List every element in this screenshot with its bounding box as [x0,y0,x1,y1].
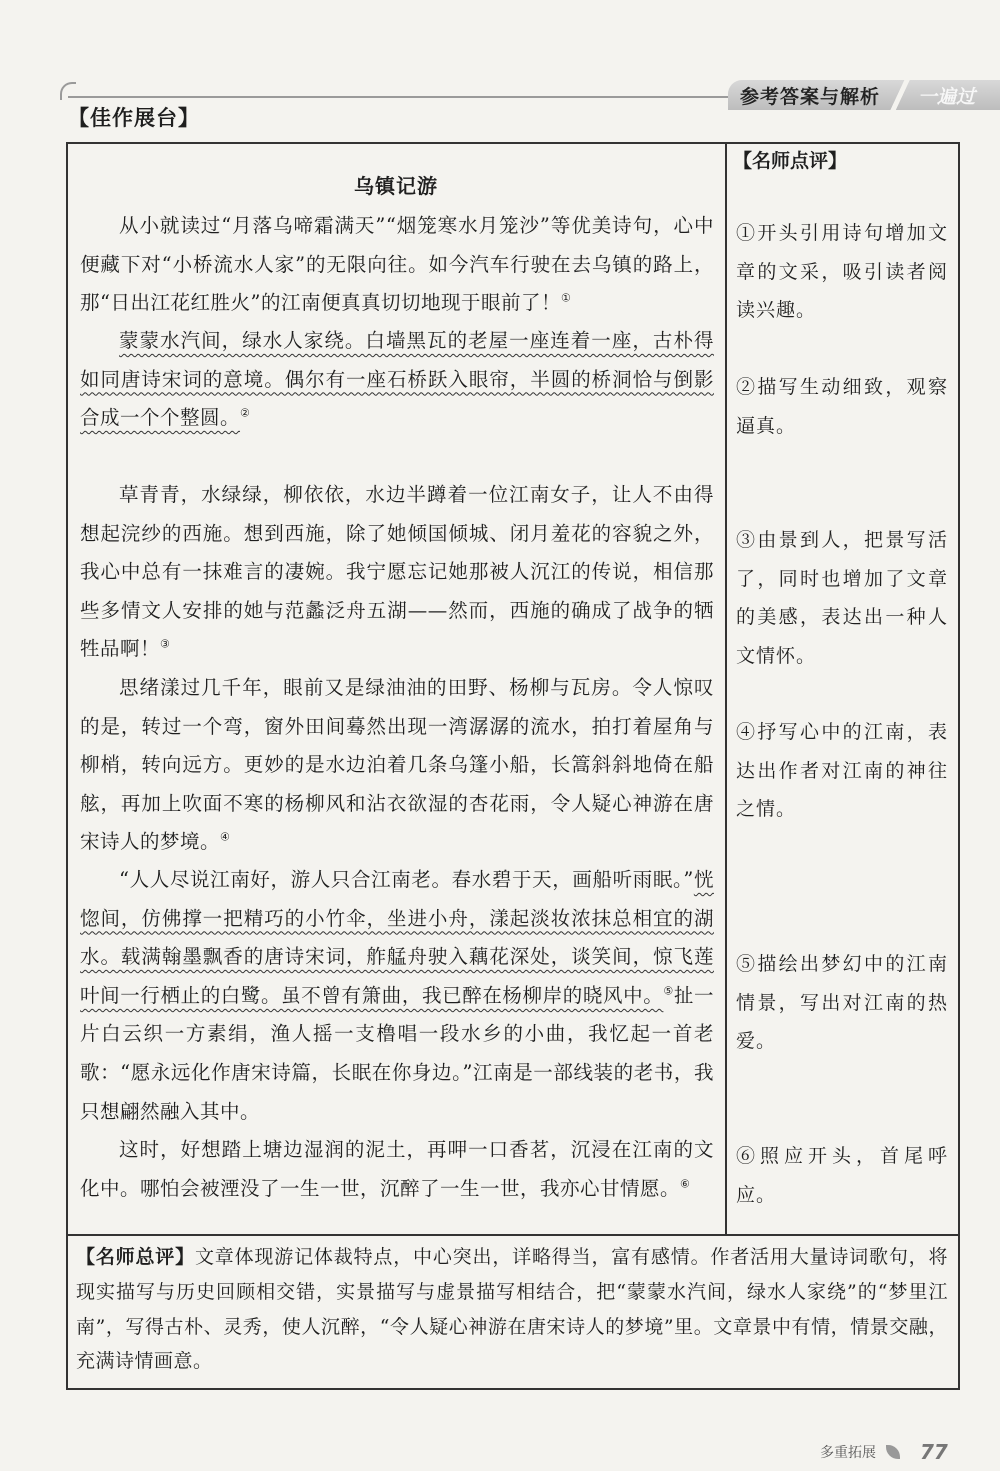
essay-paragraph-1 [80,207,714,323]
annotation-mark: ② [240,406,251,420]
wavy-underlined-text: 蒙蒙水汽间，绿水人家绕。白墙黑瓦的老屋一座连着一座，古朴得如同唐诗宋词的意境。偶尔有一座石桥跃入眼帘，半圆的桥洞恰与倒影合成一个个整圆。 [80,329,714,430]
paragraph-text: 扯一片白云织一方素绢，渔人摇一支橹唱一段水乡的小曲，我忆起一首老歌：“愿永远化作唐宋诗篇，长眠在你身边。”江南是一部线装的老书，我只想翩然融入其中。 [80,983,714,1123]
paragraph-text: 这时，好想踏上塘边湿润的泥土，再呷一口香茗，沉浸在江南的文化中。哪怕会被湮没了一生一世，沉醉了一生一世，我亦心甘情愿。 [80,1138,714,1200]
wavy-underlined-text: 恍惚间，仿佛撑一把精巧的小竹伞，坐进小舟，漾起淡妆浓抹总相宜的湖水。载满翰墨飘香的唐诗宋词，舴艋舟驶入藕花深处，谈笑间，惊飞莲叶间一行栖止的白鹭。虽不曾有箫曲，我已醉在杨柳岸的晓风中。 [80,868,714,1007]
footer [820,1440,948,1464]
header-rule [68,96,738,98]
header-title: 参考答案与解析 [740,85,881,108]
essay-paragraph-4 [80,669,714,862]
comment-2: ②描写生动细致，观察逼真。 [736,376,948,437]
essay-paragraph-5 [80,861,714,1131]
essay-paragraph-6 [80,1131,714,1208]
comment-5: ⑤描绘出梦幻中的江南情景，写出对江南的热爱。 [736,953,948,1052]
column-divider [725,142,727,1235]
summary-divider [66,1234,960,1236]
comment-6: ⑥照应开头，首尾呼应。 [736,1145,948,1206]
paragraph-text: 从小就读过“月落乌啼霜满天”“烟笼寒水月笼沙”等优美诗句，心中便藏下对“小桥流水人家”的无限向往。如今汽车行驶在去乌镇的路上，那“日出江花红胜火”的江南便真真切切地现于眼前了！ [80,214,714,315]
paragraph-text: 草青青，水绿绿，柳依依，水边半蹲着一位江南女子，让人不由得想起浣纱的西施。想到西施，除了她倾国倾城、闭月羞花的容貌之外，我心中总有一抹难言的凄婉。我宁愿忘记她那被人沉江的传说，相信那些多情文人安排的她与范蠡泛舟五湖——然而，西施的确成了战争的牺牲品啊！ [80,483,714,661]
comment-1: ①开头引用诗句增加文章的文采，吸引读者阅读兴趣。 [736,222,948,321]
summary-text: 文章体现游记体裁特点，中心突出，详略得当，富有感情。作者活用大量诗词歌句，将现实描写与历史回顾相交错，实景描写与虚景描写相结合，把“蒙蒙水汽间，绿水人家绕”的“梦里江南”，写得古朴、灵秀，使人沉醉，“令人疑心神游在唐宋诗人的梦境”里。文章景中有情，情景交融，充满诗情画意。 [76,1246,948,1373]
comments-label: 【名师点评】 [733,150,848,172]
paragraph-text: “人人尽说江南好，游人只合江南老。春水碧于天，画船听雨眠。” [119,868,694,891]
footer-text: 多重拓展 [820,1445,876,1461]
essay-paragraph-3 [80,476,714,669]
paragraph-text: 思绪漾过几千年，眼前又是绿油油的田野、杨柳与瓦房。令人惊叹的是，转过一个弯，窗外田间蓦然出现一湾潺潺的流水，拍打着屋角与柳梢，转向远方。更妙的是水边泊着几条乌篷小船，长篙斜斜地倚在船舷，再加上吹面不寒的杨柳风和沾衣欲湿的杏花雨，令人疑心神游在唐宋诗人的梦境。 [80,676,714,854]
annotation-mark: ③ [160,637,171,651]
header-brand: 一遍过 [918,85,976,108]
page-number: 77 [920,1440,948,1464]
annotation-mark: ⑤ [663,984,674,998]
comment-4: ④抒写心中的江南，表达出作者对江南的神往之情。 [736,721,948,820]
annotation-mark: ⑥ [680,1177,691,1191]
header-banner [728,80,1000,110]
summary-label: 【名师总评】 [76,1246,195,1268]
essay-title: 乌镇记游 [354,174,438,198]
header-slash-decoration [888,80,910,110]
comment-3: ③由景到人，把景写活了，同时也增加了文章的美感，表达出一种人文情怀。 [736,529,948,667]
essay-paragraph-2 [80,322,714,438]
annotation-mark: ① [560,291,572,305]
section-label: 【佳作展台】 [68,106,200,130]
leaf-icon [886,1445,900,1459]
summary [76,1240,948,1379]
annotation-mark: ④ [220,830,231,844]
